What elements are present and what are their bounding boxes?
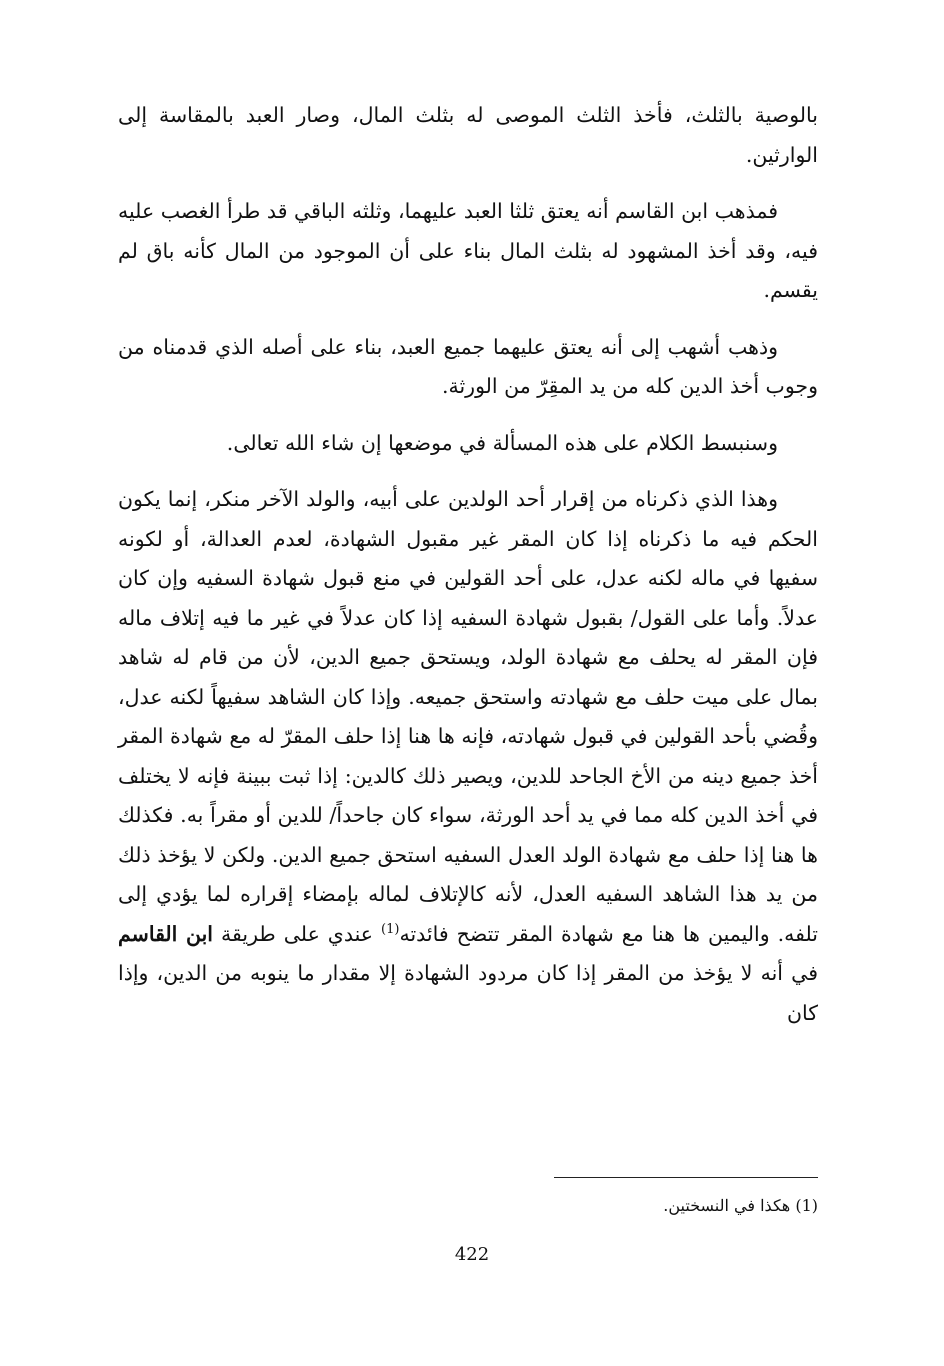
- paragraph-gap: [118, 311, 818, 328]
- footnote-separator: [554, 1177, 818, 1178]
- paragraph-gap: [118, 407, 818, 424]
- paragraph-gap: [118, 463, 818, 480]
- footnote-number: (1): [795, 1196, 818, 1215]
- page-body: [118, 96, 818, 1033]
- page-number: 422: [454, 1244, 490, 1265]
- footnote-text: هكذا في النسختين.: [663, 1196, 791, 1215]
- footnote: [118, 1192, 818, 1220]
- emphasized-name: ابن القاسم: [118, 921, 214, 946]
- paragraph-4: وسنبسط الكلام على هذه المسألة في موضعها إن شاء الله تعالى.: [226, 430, 778, 455]
- paragraph-2: فمذهب ابن القاسم أنه يعتق ثلثا العبد عليهما، وثلثه الباقي قد طرأ الغصب عليه فيه، وقد أخذ المشهود له بثلث المال بناء على أن الموجود من المال كأنه باق لم يقسم.: [118, 199, 818, 302]
- paragraph-5-middle: عندي على طريقة: [213, 921, 382, 946]
- paragraph-5: [118, 480, 818, 1033]
- paragraph-gap: [118, 175, 818, 192]
- paragraph-1: بالوصية بالثلث، فأخذ الثلث الموصى له بثلث المال، وصار العبد بالمقاسة إلى الوارثين.: [118, 103, 818, 167]
- paragraph-3: وذهب أشهب إلى أنه يعتق عليهما جميع العبد، بناء على أصله الذي قدمناه من وجوب أخذ الدين كله من يد المقِرّ من الورثة.: [118, 334, 818, 398]
- footnote-reference[interactable]: (1): [381, 921, 400, 937]
- paragraph-5-end: في أنه لا يؤخذ من المقر إذا كان مردود الشهادة إلا مقدار ما ينوبه من الدين، وإذا كان: [118, 961, 818, 1025]
- paragraph-5-text: وهذا الذي ذكرناه من إقرار أحد الولدين على أبيه، والولد الآخر منكر، إنما يكون الحكم فيه ما ذكرناه إذا كان المقر غير مقبول الشهادة، لعدم العدالة، أو لكونه سفيها في ماله لكنه عدل، على أحد القولين في منع قبول شهادة السفيه وإن كان عدلاً. وأما على القول/ بقبول شهادة السفيه إذا كان عدلاً في غير ما فيه إتلاف ماله فإن المقر له يحلف مع شهادة الولد، ويستحق جميع الدين، لأن من قام له شاهد بمال على ميت حلف مع شهادته واستحق جميعه. وإذا كان الشاهد سفيهاً لكنه عدل، وقُضي بأحد القولين في قبول شهادته، فإنه ها هنا إذا حلف المقرّ له مع شهادة المقر أخذ جميع دينه من الأخ الجاحد للدين، ويصير ذلك كالدين: إذا ثبت ببينة فإنه لا يختلف في أخذ الدين كله مما في يد أحد الورثة، سواء كان جاحداً/ للدين أو مقراً به. فكذلك ها هنا إذا حلف مع شهادة الولد العدل السفيه استحق جميع الدين. ولكن لا يؤخذ ذلك من يد هذا الشاهد السفيه العدل، لأنه كالإتلاف لماله بإمضاء إقراره لما يؤدي إلى تلفه. واليمين ها هنا مع شهادة المقر تتضح فائدته: [118, 487, 819, 946]
